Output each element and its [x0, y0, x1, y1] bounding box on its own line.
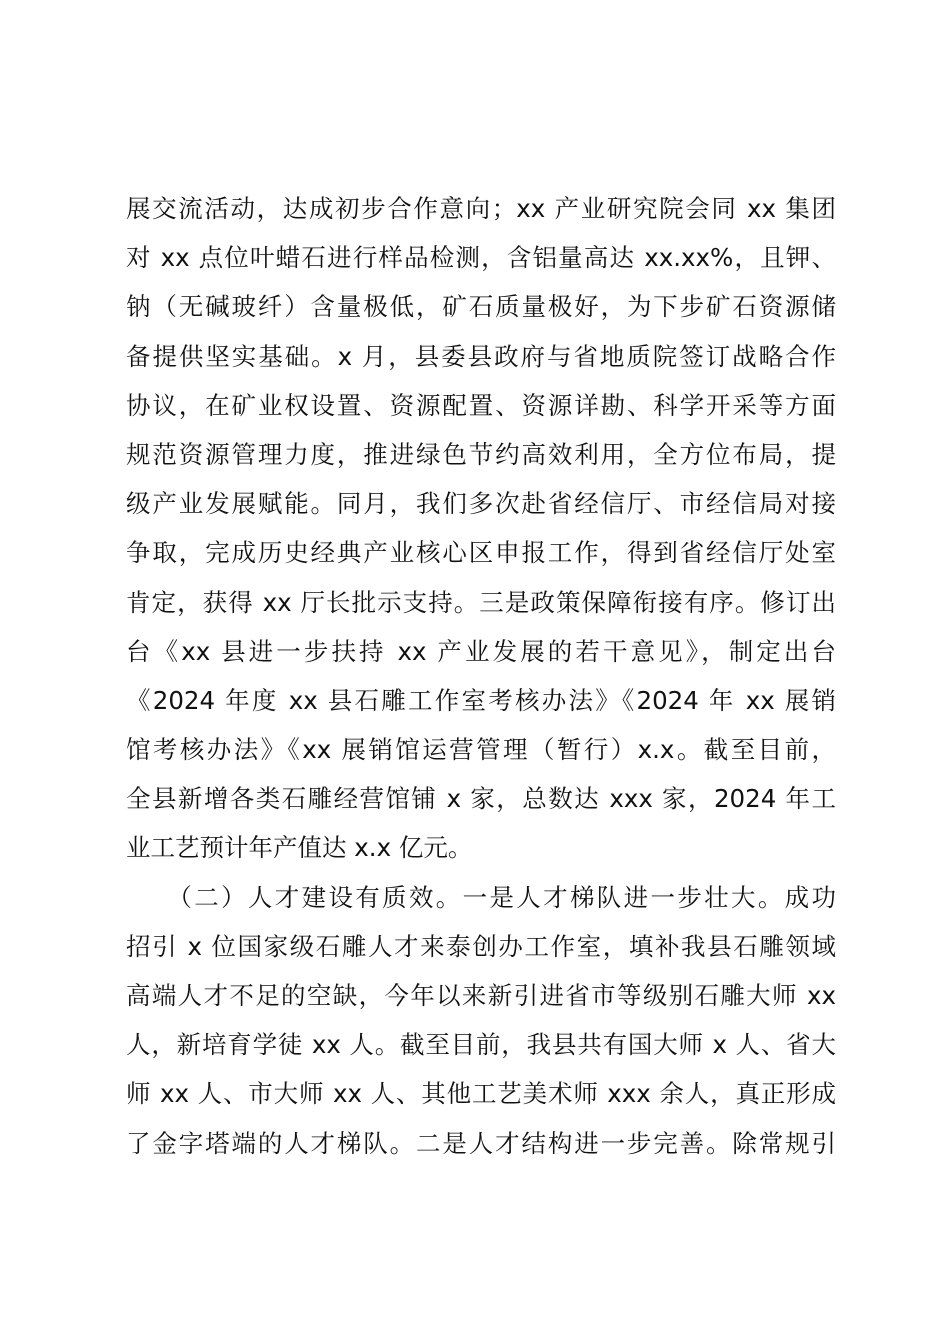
text-line: 钠（无碱玻纤）含量极低，矿石质量极好，为下步矿石资源储	[126, 292, 836, 322]
text-line: （二）人才建设有质效。一是人才梯队进一步壮大。成功	[126, 882, 836, 912]
text-line: 高端人才不足的空缺，今年以来新引进省市等级别石雕大师 xx	[126, 981, 836, 1010]
text-line: 台《xx 县进一步扶持 xx 产业发展的若干意见》，制定出台	[126, 636, 836, 666]
text-line: 肯定，获得 xx 厅长批示支持。三是政策保障衔接有序。修订出	[126, 587, 836, 617]
text-line: 展交流活动，达成初步合作意向；xx 产业研究院会同 xx 集团	[126, 194, 836, 223]
text-line: 协议，在矿业权设置、资源配置、资源详勘、科学开采等方面	[126, 390, 836, 420]
text-line: 备提供坚实基础。x 月，县委县政府与省地质院签订战略合作	[126, 341, 836, 371]
text-line: 师 xx 人、市大师 xx 人、其他工艺美术师 xxx 余人，真正形成	[126, 1079, 836, 1109]
text-line: 招引 x 位国家级石雕人才来泰创办工作室，填补我县石雕领域	[126, 931, 836, 961]
text-line: 对 xx 点位叶蜡石进行样品检测，含铝量高达 xx.xx%，且钾、	[126, 243, 836, 273]
text-line: 业工艺预计年产值达 x.x 亿元。	[126, 833, 473, 863]
text-line: 人，新培育学徒 xx 人。截至目前，我县共有国大师 x 人、省大	[126, 1030, 836, 1060]
text-line: 馆考核办法》《xx 展销馆运营管理（暂行）x.x。截至目前，	[126, 735, 836, 765]
text-line: 《2024 年度 xx 县石雕工作室考核办法》《2024 年 xx 展销	[126, 685, 836, 715]
text-line: 规范资源管理力度，推进绿色节约高效利用，全方位布局，提	[126, 439, 836, 469]
body-text	[126, 184, 836, 1168]
text-line: 争取，完成历史经典产业核心区申报工作，得到省经信厅处室	[126, 538, 836, 568]
text-line: 全县新增各类石雕经营馆铺 x 家，总数达 xxx 家，2024 年工	[126, 784, 836, 814]
text-line: 级产业发展赋能。同月，我们多次赴省经信厅、市经信局对接	[126, 489, 836, 519]
text-line: 了金字塔端的人才梯队。二是人才结构进一步完善。除常规引	[126, 1128, 836, 1158]
